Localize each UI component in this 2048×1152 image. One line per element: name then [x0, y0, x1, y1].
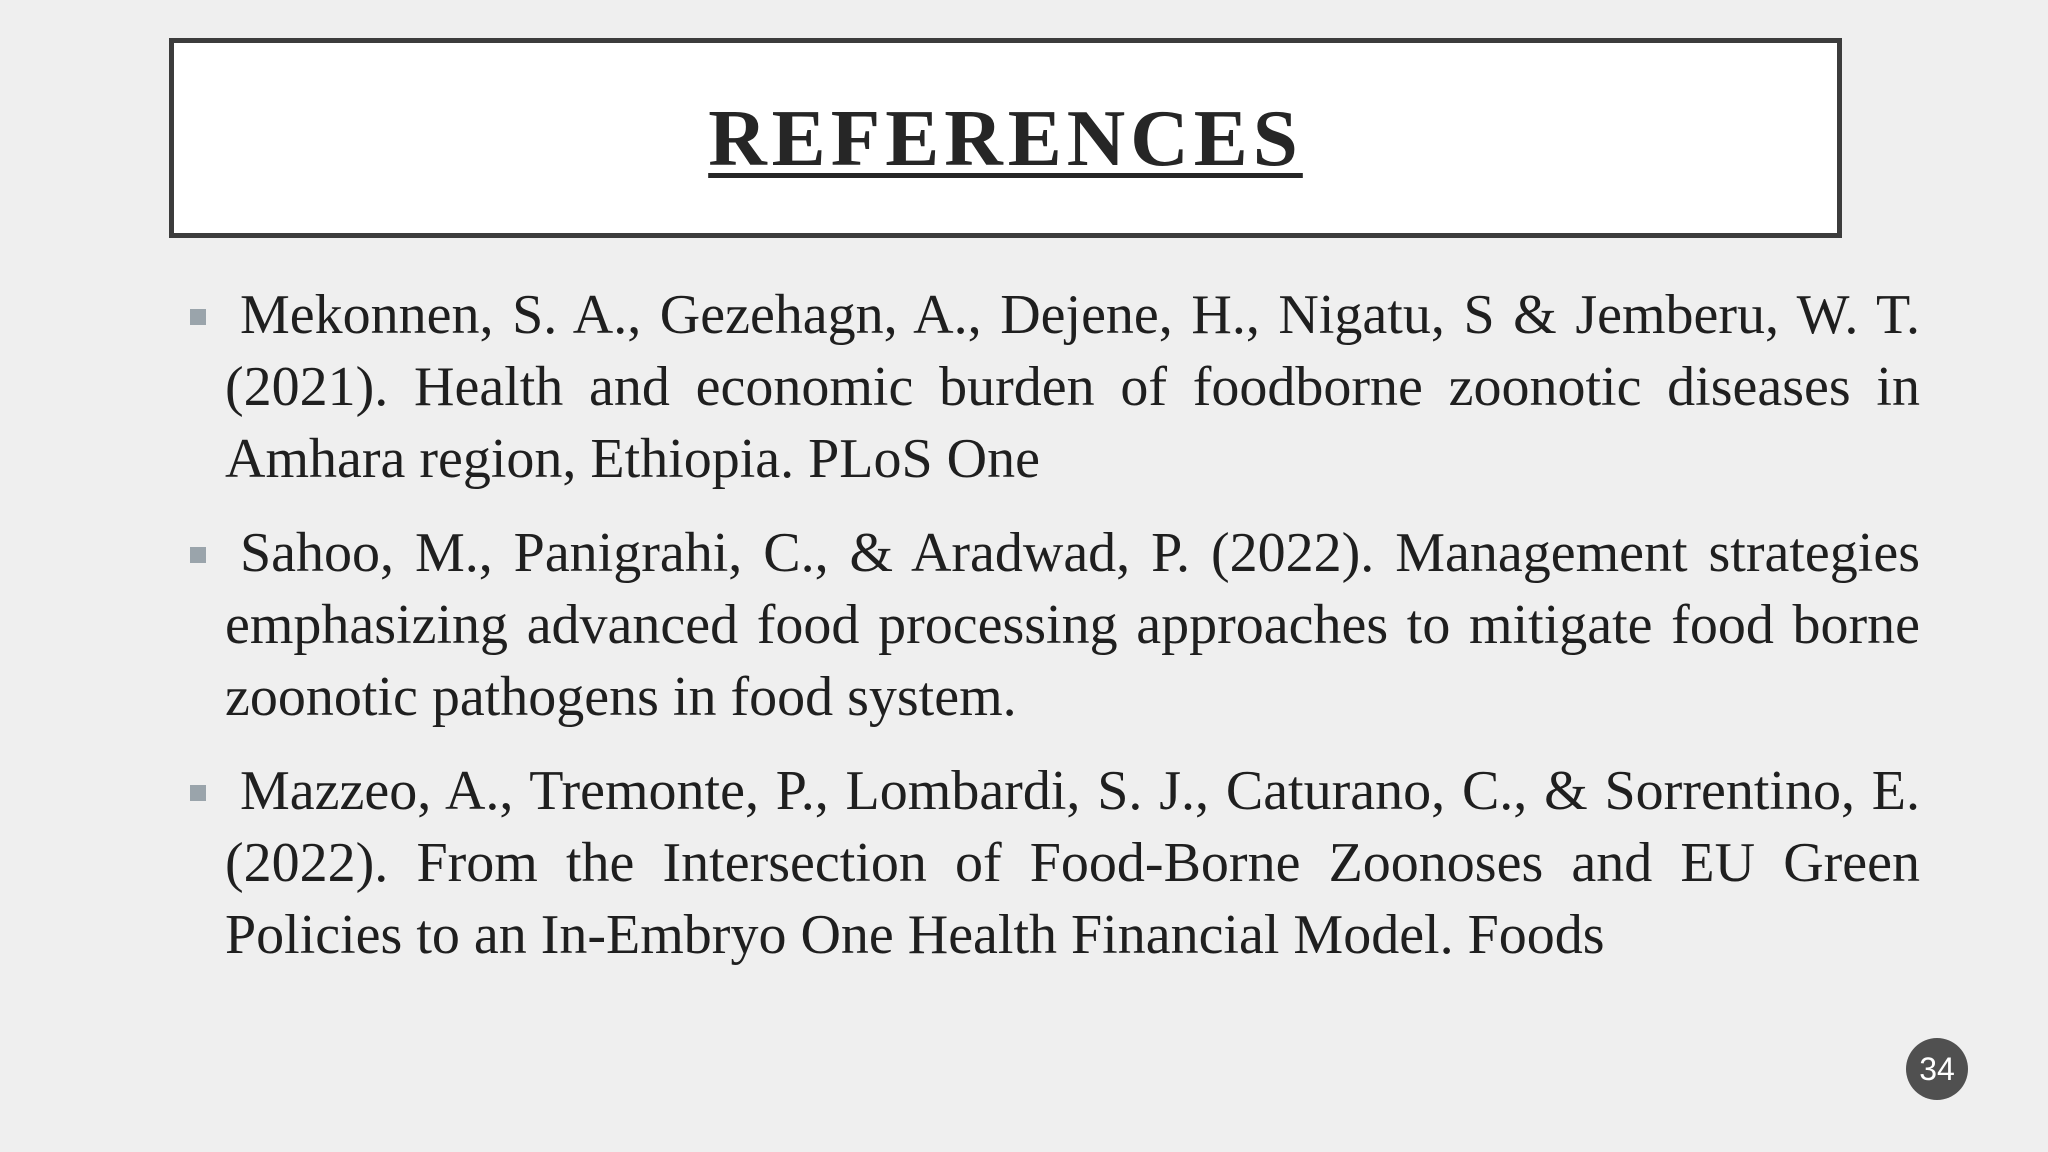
reference-item — [190, 279, 1920, 495]
title-box — [169, 38, 1842, 238]
slide-title: REFERENCES — [708, 92, 1303, 183]
reference-text: Mekonnen, S. A., Gezehagn, A., Dejene, H., Nigatu, S & Jemberu, W. T. (2021). Health and economic burden of foodborne zoonotic diseases in Amhara region, Ethiopia. PLoS One — [225, 284, 1920, 490]
reference-item — [190, 755, 1920, 971]
page-number-badge: 34 — [1906, 1038, 1968, 1100]
reference-text: Mazzeo, A., Tremonte, P., Lombardi, S. J., Caturano, C., & Sorrentino, E. (2022). From the Intersection of Food-Borne Zoonoses and EU Green Policies to an In-Embryo One Health Financial Model. Foods — [225, 760, 1920, 966]
square-bullet-icon — [190, 309, 206, 325]
square-bullet-icon — [190, 785, 206, 801]
reference-item — [190, 517, 1920, 733]
reference-list — [190, 279, 1920, 993]
reference-text: Sahoo, M., Panigrahi, C., & Aradwad, P. (2022). Management strategies emphasizing advanced food processing approaches to mitigate food borne zoonotic pathogens in food system. — [225, 522, 1920, 728]
square-bullet-icon — [190, 547, 206, 563]
